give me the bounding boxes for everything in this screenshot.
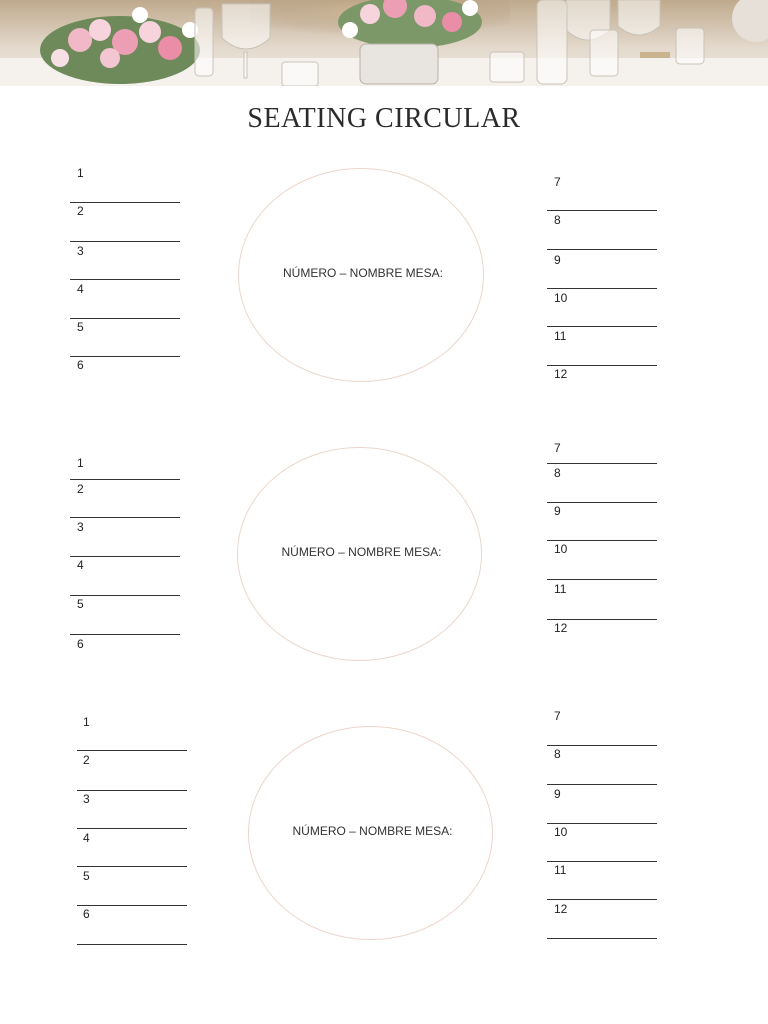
seat-number-left: 5	[83, 869, 90, 883]
seat-name-line[interactable]	[547, 210, 657, 211]
seat-number-left: 4	[83, 831, 90, 845]
seat-name-line[interactable]	[77, 828, 187, 829]
banner-photo-illustration	[0, 0, 768, 86]
seat-name-line[interactable]	[77, 790, 187, 791]
seat-name-line[interactable]	[547, 899, 657, 900]
seat-name-line[interactable]	[77, 944, 187, 945]
seat-name-line[interactable]	[547, 540, 657, 541]
seat-number-right: 12	[554, 621, 568, 635]
seat-name-line[interactable]	[547, 365, 657, 366]
seat-name-line[interactable]	[547, 249, 657, 250]
seat-number-left: 5	[77, 320, 84, 334]
seat-number-right: 8	[554, 213, 561, 227]
seat-number-right: 11	[554, 863, 567, 877]
seat-number-left: 1	[77, 166, 84, 180]
seat-number-left: 4	[77, 282, 84, 296]
seat-name-line[interactable]	[547, 745, 657, 746]
seat-number-left: 3	[77, 244, 84, 258]
seat-name-line[interactable]	[70, 318, 180, 319]
seat-name-line[interactable]	[547, 288, 657, 289]
seat-name-line[interactable]	[547, 861, 657, 862]
banner-photo	[0, 0, 768, 86]
seat-number-right: 11	[554, 329, 567, 343]
seat-name-line[interactable]	[77, 750, 187, 751]
seat-number-left: 5	[77, 597, 84, 611]
seat-number-left: 6	[77, 358, 84, 372]
page-title: SEATING CIRCULAR	[247, 103, 521, 134]
seat-number-right: 12	[554, 902, 568, 916]
seat-name-line[interactable]	[547, 502, 657, 503]
table-name-label: NÚMERO – NOMBRE MESA:	[281, 545, 442, 559]
seat-name-line[interactable]	[547, 463, 657, 464]
seat-number-right: 10	[554, 291, 568, 305]
seat-name-line[interactable]	[70, 517, 180, 518]
seat-name-line[interactable]	[70, 634, 180, 635]
seat-number-right: 7	[554, 441, 561, 455]
seat-number-left: 3	[83, 792, 90, 806]
seat-number-right: 8	[554, 466, 561, 480]
seat-number-left: 1	[83, 715, 90, 729]
seat-name-line[interactable]	[70, 356, 180, 357]
seat-name-line[interactable]	[70, 241, 180, 242]
seat-number-right: 7	[554, 175, 561, 189]
seat-number-left: 2	[77, 204, 84, 218]
seat-name-line[interactable]	[70, 479, 180, 480]
seat-name-line[interactable]	[547, 326, 657, 327]
seat-number-left: 2	[77, 482, 84, 496]
seat-name-line[interactable]	[547, 619, 657, 620]
table-name-label: NÚMERO – NOMBRE MESA:	[282, 266, 444, 280]
seat-name-line[interactable]	[77, 905, 187, 906]
seat-number-left: 3	[77, 520, 84, 534]
seat-name-line[interactable]	[70, 279, 180, 280]
seat-number-left: 4	[77, 558, 84, 572]
seat-name-line[interactable]	[547, 938, 657, 939]
seat-number-right: 12	[554, 367, 568, 381]
seat-number-right: 9	[554, 253, 561, 267]
seat-number-right: 11	[554, 582, 567, 596]
seat-name-line[interactable]	[77, 866, 187, 867]
seat-number-right: 8	[554, 747, 561, 761]
seat-number-left: 2	[83, 753, 90, 767]
seat-number-left: 6	[83, 907, 90, 921]
seat-number-left: 1	[77, 456, 84, 470]
seat-name-line[interactable]	[70, 202, 180, 203]
seat-number-right: 7	[554, 709, 561, 723]
seat-name-line[interactable]	[70, 595, 180, 596]
table-name-label: NÚMERO – NOMBRE MESA:	[292, 824, 453, 838]
seat-name-line[interactable]	[547, 579, 657, 580]
seat-name-line[interactable]	[70, 556, 180, 557]
seat-name-line[interactable]	[547, 784, 657, 785]
seat-number-right: 9	[554, 787, 561, 801]
seat-number-left: 6	[77, 637, 84, 651]
seat-number-right: 10	[554, 825, 568, 839]
seat-number-right: 9	[554, 504, 561, 518]
seat-number-right: 10	[554, 542, 568, 556]
seat-name-line[interactable]	[547, 823, 657, 824]
